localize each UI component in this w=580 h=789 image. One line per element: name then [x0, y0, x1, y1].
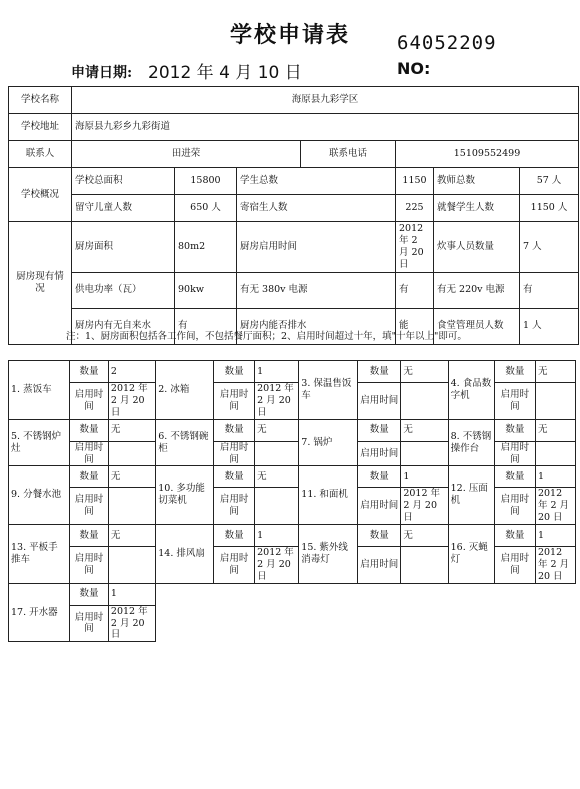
equipment-row	[9, 583, 576, 605]
equipment-name: 10. 多功能切菜机	[156, 466, 214, 525]
start-date-label: 启用时间	[70, 605, 109, 642]
qty-value: 无	[401, 361, 448, 383]
leftbehind-label: 留守儿童人数	[72, 195, 175, 222]
serial-number: 64052209	[397, 32, 497, 54]
start-date-label: 启用时间	[358, 441, 401, 466]
start-date-value	[401, 547, 448, 584]
start-date-value: 2012 年 2 月 20 日	[401, 488, 448, 525]
qty-value: 无	[108, 525, 155, 547]
start-date-value	[108, 547, 155, 584]
drain-label: 厨房内能否排水	[237, 308, 396, 344]
start-date-value	[255, 488, 299, 525]
v380-label: 有无 380v 电源	[237, 272, 396, 308]
cook-count-label: 炊事人员数量	[434, 222, 520, 273]
cook-count-value: 7 人	[520, 222, 579, 273]
teachers-value: 57 人	[520, 168, 579, 195]
start-date-value: 2012 年 2 月 20 日	[535, 547, 575, 584]
overview-row-2	[9, 195, 579, 222]
power-value: 90kw	[175, 272, 237, 308]
qty-value: 1	[535, 466, 575, 488]
v220-value: 有	[520, 272, 579, 308]
qty-label: 数量	[494, 525, 535, 547]
kitchen-area-value: 80m2	[175, 222, 237, 273]
school-area-value: 15800	[175, 168, 237, 195]
qty-value: 1	[255, 361, 299, 383]
form-note: 注：1、厨房面积包括各工作间，不包括餐厅面积；2、启用时间超过十年，填"十年以上"即可。	[66, 331, 467, 342]
water-label: 厨房内有无自来水	[72, 308, 175, 344]
start-date-value	[401, 441, 448, 466]
qty-value: 无	[401, 525, 448, 547]
start-date-label: 启用时间	[214, 383, 255, 420]
equipment-name: 3. 保温售饭车	[299, 361, 358, 420]
equipment-name: 9. 分餐水池	[9, 466, 70, 525]
start-date-label: 启用时间	[494, 441, 535, 466]
empty-cell	[299, 583, 448, 642]
empty-cell	[156, 583, 299, 642]
qty-label: 数量	[214, 525, 255, 547]
start-date-label: 启用时间	[70, 488, 109, 525]
qty-label: 数量	[214, 466, 255, 488]
qty-value: 1	[108, 583, 155, 605]
start-date-label: 启用时间	[494, 383, 535, 420]
contact-row	[9, 141, 579, 168]
phone-value: 15109552499	[396, 141, 579, 168]
start-date-value	[535, 383, 575, 420]
qty-label: 数量	[70, 583, 109, 605]
kitchen-start-label: 厨房启用时间	[237, 222, 396, 273]
qty-label: 数量	[70, 419, 109, 441]
equipment-name: 1. 蒸饭车	[9, 361, 70, 420]
start-date-value: 2012 年 2 月 20 日	[255, 547, 299, 584]
start-date-label: 启用时间	[358, 547, 401, 584]
start-date-label: 启用时间	[358, 383, 401, 420]
empty-cell	[448, 583, 575, 642]
equipment-name: 15. 紫外线消毒灯	[299, 525, 358, 584]
start-date-label: 启用时间	[494, 488, 535, 525]
drain-value: 能	[396, 308, 434, 344]
start-date-value	[255, 441, 299, 466]
start-date-label: 启用时间	[358, 488, 401, 525]
power-label: 供电功率（瓦）	[72, 272, 175, 308]
form-title: 学校申请表	[229, 22, 350, 48]
students-value: 1150	[396, 168, 434, 195]
qty-value: 1	[401, 466, 448, 488]
equipment-row	[9, 466, 576, 488]
contact-label: 联系人	[9, 141, 72, 168]
qty-value: 1	[255, 525, 299, 547]
school-name-row	[9, 87, 579, 114]
equipment-table	[8, 360, 576, 642]
kitchen-label: 厨房现有情况	[9, 222, 72, 345]
overview-row-1	[9, 168, 579, 195]
start-date-label: 启用时间	[494, 547, 535, 584]
equipment-name: 14. 排风扇	[156, 525, 214, 584]
start-date-value	[108, 441, 155, 466]
meals-label: 就餐学生人数	[434, 195, 520, 222]
qty-value: 无	[108, 419, 155, 441]
equipment-name: 5. 不锈钢炉灶	[9, 419, 70, 466]
equipment-name: 6. 不锈钢碗柜	[156, 419, 214, 466]
kitchen-row-2	[9, 272, 579, 308]
equipment-name: 11. 和面机	[299, 466, 358, 525]
qty-label: 数量	[70, 525, 109, 547]
start-date-value: 2012 年 2 月 20 日	[535, 488, 575, 525]
school-address-row	[9, 114, 579, 141]
equipment-name: 17. 开水器	[9, 583, 70, 642]
start-date-value	[401, 383, 448, 420]
canteen-staff-value: 1 人	[520, 308, 579, 344]
qty-label: 数量	[214, 419, 255, 441]
equipment-body	[9, 361, 576, 642]
qty-value: 无	[108, 466, 155, 488]
school-address-value: 海原县九彩乡九彩街道	[72, 114, 579, 141]
kitchen-start-value: 2012 年 2 月 20 日	[396, 222, 434, 273]
qty-value: 无	[255, 419, 299, 441]
boarding-value: 225	[396, 195, 434, 222]
qty-label: 数量	[70, 466, 109, 488]
school-name-value: 海原县九彩学区	[72, 87, 579, 114]
qty-value: 1	[535, 525, 575, 547]
qty-value: 无	[255, 466, 299, 488]
school-area-label: 学校总面积	[72, 168, 175, 195]
equipment-name: 16. 灭蝇灯	[448, 525, 494, 584]
equipment-row	[9, 525, 576, 547]
meals-value: 1150 人	[520, 195, 579, 222]
start-date-value: 2012 年 2 月 20 日	[108, 605, 155, 642]
qty-label: 数量	[358, 419, 401, 441]
date-label: 申请日期:	[71, 65, 133, 81]
qty-value: 2	[108, 361, 155, 383]
qty-label: 数量	[494, 419, 535, 441]
start-date-label: 启用时间	[214, 488, 255, 525]
equipment-name: 4. 食品数字机	[448, 361, 494, 420]
equipment-name: 7. 锅炉	[299, 419, 358, 466]
start-date-label: 启用时间	[70, 383, 109, 420]
equipment-name: 12. 压面机	[448, 466, 494, 525]
qty-label: 数量	[358, 525, 401, 547]
qty-label: 数量	[214, 361, 255, 383]
qty-value: 无	[535, 361, 575, 383]
equipment-row	[9, 361, 576, 383]
qty-value: 无	[535, 419, 575, 441]
start-date-label: 启用时间	[214, 441, 255, 466]
qty-label: 数量	[494, 361, 535, 383]
teachers-label: 教师总数	[434, 168, 520, 195]
start-date-label: 启用时间	[214, 547, 255, 584]
equipment-name: 13. 平板手推车	[9, 525, 70, 584]
leftbehind-value: 650 人	[175, 195, 237, 222]
qty-label: 数量	[70, 361, 109, 383]
equipment-row	[9, 419, 576, 441]
school-address-label: 学校地址	[9, 114, 72, 141]
date-value: 2012 年 4 月 10 日	[148, 63, 302, 83]
start-date-value	[535, 441, 575, 466]
v220-label: 有无 220v 电源	[434, 272, 520, 308]
kitchen-area-label: 厨房面积	[72, 222, 175, 273]
water-value: 有	[175, 308, 237, 344]
equipment-name: 2. 冰箱	[156, 361, 214, 420]
equipment-name: 8. 不锈钢操作台	[448, 419, 494, 466]
qty-label: 数量	[358, 361, 401, 383]
v380-value: 有	[396, 272, 434, 308]
canteen-staff-label: 食堂管理员人数	[434, 308, 520, 344]
start-date-label: 启用时间	[70, 547, 109, 584]
start-date-value: 2012 年 2 月 20 日	[255, 383, 299, 420]
overview-label: 学校概况	[9, 168, 72, 222]
contact-value: 田进荣	[72, 141, 301, 168]
kitchen-row-1	[9, 222, 579, 273]
students-label: 学生总数	[237, 168, 396, 195]
phone-label: 联系电话	[301, 141, 396, 168]
qty-value: 无	[401, 419, 448, 441]
start-date-value	[108, 488, 155, 525]
start-date-value: 2012 年 2 月 20 日	[108, 383, 155, 420]
qty-label: 数量	[358, 466, 401, 488]
no-label: NO:	[397, 59, 431, 78]
school-info-table	[8, 86, 579, 345]
start-date-label: 启用时间	[70, 441, 109, 466]
boarding-label: 寄宿生人数	[237, 195, 396, 222]
qty-label: 数量	[494, 466, 535, 488]
school-name-label: 学校名称	[9, 87, 72, 114]
